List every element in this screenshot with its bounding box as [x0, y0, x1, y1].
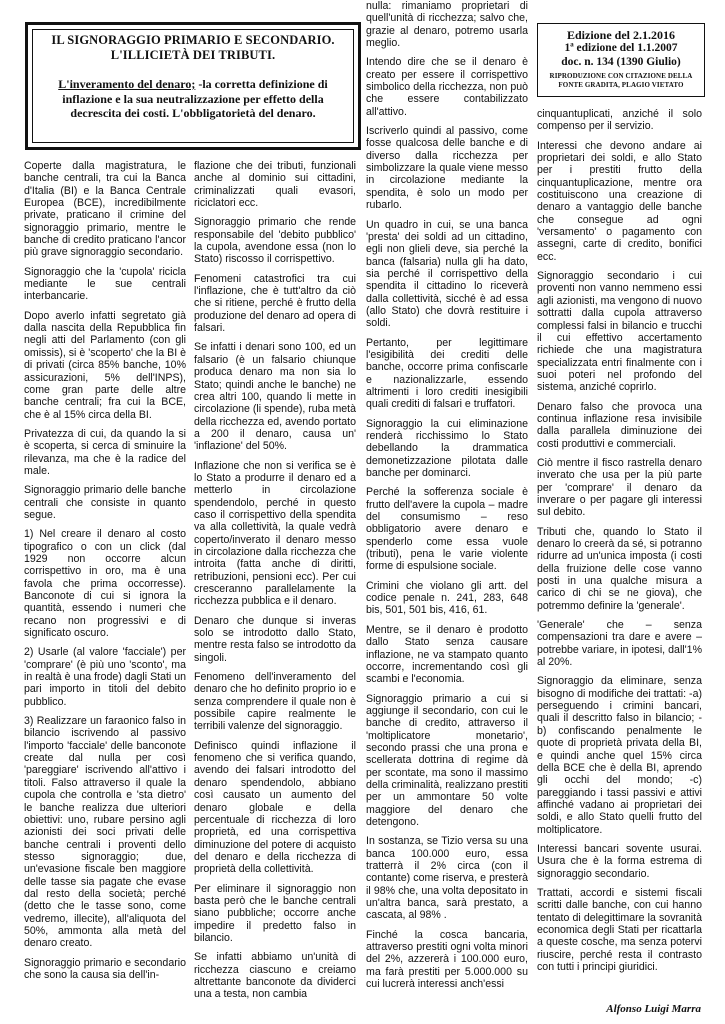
subtitle-rest: -la corretta definizione di inflazione e la sua neutralizzazione per effetto della decrescita dei costi. L'obbligatorietà del denaro.: [62, 77, 328, 120]
text-column-2: [194, 160, 356, 1008]
page-title: IL SIGNORAGGIO PRIMARIO E SECONDARIO. L'ILLICIETÀ DEI TRIBUTI.: [51, 33, 335, 62]
document-number: doc. n. 134 (1390 Giulio): [561, 55, 681, 68]
paragraph: Signoraggio da eliminare, senza bisogno di modifiche dei trattati: -a) perseguendo i crimini bancari, quali il descritto falso in bilancio; -b) confiscando penalmente le quote di proprietà privata della BI, e quindi anche quel 15% circa della BCE che è della BI, aprendo gli occhi del mondo; -c) pareggiando i tassi passivi e attivi affinché vadano ai proprietari dei soldi, e allo Stato quelli frutto del moltiplicatore.: [537, 675, 702, 836]
paragraph: Iscriverlo quindi al passivo, come fosse qualcosa delle banche e di diverso dalla ricchezza per simbolizzare la quale viene messo in circolazione mediante la spendita, è solo un modo per rubarlo.: [366, 125, 528, 212]
page-subtitle: [38, 77, 348, 121]
paragraph: Pertanto, per legittimare l'esigibilità dei crediti delle banche, occorre prima confiscarle e nazionalizzarle, essendo altrimenti i loro crediti inesigibili quali crediti di falsari e truffatori.: [366, 336, 528, 411]
paragraph: Signoraggio secondario i cui proventi non vanno nemmeno essi agli azionisti, ma vengono di nuovo sottratti dalla cupola attraverso complessi falsi in bilancio e trucchi il cui effettivo accertamento richiede che una magistratura specializzata entri finalmente con i suoi poteri nel profondo del sistema, anziché coprirlo.: [537, 270, 702, 394]
paragraph: Interessi bancari sovente usurai. Usura che è la forma estrema di signoraggio secondario.: [537, 842, 702, 880]
paragraph: Inflazione che non si verifica se è lo Stato a produrre il denaro ed a metterlo in circolazione spendendolo, perché in questo caso il corrispettivo della spendita va alla collettività, la quale vedrà coperto/inverato il denaro messo in circolazione dalla ricchezza che introita (fatta anche di diritti, retribuzioni, pensioni ecc). Per cui cresceranno parallelamente la ricchezza pubblica e il denaro.: [194, 459, 356, 608]
title-box: [25, 22, 361, 150]
paragraph: Denaro falso che provoca una continua inflazione resa invisibile dalla parallela diminuzione dei costi produttivi e commerciali.: [537, 400, 702, 450]
paragraph: Crimini che violano gli artt. del codice penale n. 241, 283, 648 bis, 501, 501 bis, 416, 61.: [366, 579, 528, 617]
paragraph: Signoraggio primario delle banche centrali che consiste in quanto segue.: [24, 484, 186, 521]
paragraph: 1) Nel creare il denaro al costo tipografico o con un click (dal 1929 non occorre alcun corrispettivo in oro, ma è una favola che prima occorresse). Banconote di cui si ignora la quantità, essendo i numeri che recano non progressivi e di significato oscuro.: [24, 528, 186, 640]
paragraph: Signoraggio che la 'cupola' ricicla mediante le sue centrali interbancarie.: [24, 265, 186, 303]
paragraph: flazione che dei tributi, funzionali anche al dominio sui cittadini, criminalizzati quali evasori, riciclatori ecc.: [194, 160, 356, 210]
paragraph: Signoraggio primario che rende responsabile del 'debito pubblico' la cupola, avendone essa (non lo Stato) riscosso il corrispettivo.: [194, 216, 356, 266]
paragraph: Denaro che dunque si inveras solo se introdotto dallo Stato, mentre resta falso se introdotto da singoli.: [194, 614, 356, 664]
paragraph: Fenomeno dell'inveramento del denaro che ho definito proprio io e senza comprendere il quale non è possibile capire realmente le terribili valenze del signoraggio.: [194, 671, 356, 733]
paragraph: In sostanza, se Tizio versa su una banca 100.000 euro, essa tratterrà il 2% circa (con il contante) come riserva, e presterà il 98% che, una volta depositato in un'altra banca, sarà prestato, a cascata, al 98% .: [366, 835, 528, 922]
paragraph: Privatezza di cui, da quando la si è scoperta, si cerca di sminuire la rilevanza, ma che è la radice del male.: [24, 427, 186, 477]
subtitle-underlined: L'inveramento del denaro;: [58, 77, 196, 91]
paragraph: Se infatti i denari sono 100, ed un falsario (è un falsario chiunque produca denaro ma non sia lo Stato; quindi anche le banche) ne crea altri 100, quando li mette in circolazione (li spende), ruba metà della ricchezza ed, avendo portato a 200 il denaro, causa un' 'inflazione' del 50%.: [194, 341, 356, 453]
paragraph: 2) Usarle (al valore 'facciale') per 'comprare' (è più uno 'sconto', ma in realtà è una frode) dagli Stati un pari importo in titoli del debito pubblico.: [24, 646, 186, 708]
paragraph: Signoraggio primario a cui si aggiunge il secondario, con cui le banche di credito, attraverso il 'moltiplicatore monetario', secondo prassi che una prona e scellerata dottrina di regime dà per scontate, ma sono il massimo della criminalità, realizzano prestiti per un ammontare 50 volte maggiore del denaro che detengono.: [366, 692, 528, 828]
paragraph: Fenomeni catastrofici tra cui l'inflazione, che è tutt'altro da ciò che si ritiene, perché è frutto della produzione del denaro ad opera di falsari.: [194, 272, 356, 335]
author-signature: Alfonso Luigi Marra: [606, 1003, 701, 1015]
text-column-3: [366, 0, 528, 997]
paragraph: cinquantuplicati, anziché il solo compenso per il servizio.: [537, 108, 702, 133]
paragraph: Mentre, se il denaro è prodotto dallo Stato senza causare inflazione, ne va stampato quanto occorre, incrementando così gli scambi e l'economia.: [366, 623, 528, 686]
edition-date: Edizione del 2.1.2016: [566, 28, 675, 42]
paragraph: Tributi che, quando lo Stato il denaro lo creerà da sé, si potranno ridurre ad un'unica imposta (i costi della fruizione delle cose vanno posti in una qualche misura a carico di chi se ne giova), che potremmo definire la 'generale'.: [537, 525, 702, 612]
reproduction-notice: RIPRODUZIONE CON CITAZIONE DELLA FONTE GRADITA, PLAGIO VIETATO: [549, 72, 693, 89]
paragraph: Intendo dire che se il denaro è creato per essere il corrispettivo simbolico della ricchezza, non può che essere contabilizzato all'attivo.: [366, 56, 528, 118]
paragraph: 3) Realizzare un faraonico falso in bilancio iscrivendo al passivo l'importo 'facciale' delle banconote create dal nulla per così 'pareggiare' iscrivendo all'attivo i titoli. Falso attraverso il quale la cupola che controlla e 'sta dietro' le banche realizza due ulteriori obiettivi: uno, rubare persino agli azionisti dei soci privati delle banche centrali i proventi dello stesso signoraggio; due, un'evasione fiscale ben maggiore delle tasse sia pagate che evase dal resto della società; perché (detto che le tasse sono, come vedremo, illecite), all'aliquota del 50%, ammonta alla metà del denaro creato.: [24, 715, 186, 950]
paragraph: Definisco quindi inflazione il fenomeno che si verifica quando, avendo dei falsari introdotto del denaro spendendolo, abbiano così causato un aumento del denaro globale e della percentuale di ricchezza di loro proprietà, ed una corrispettiva diminuzione del potere di acquisto del denaro e della ricchezza di proprietà della collettività.: [194, 739, 356, 876]
paragraph: Signoraggio primario e secondario che sono la causa sia dell'in-: [24, 956, 186, 981]
text-column-1: [24, 160, 186, 988]
paragraph: Finché la cosca bancaria, attraverso prestiti ogni volta minori del 2%, azzererà i 100.000 euro, ma farà prestiti per 5.000.000 su cui lucrerà interessi anch'essi: [366, 928, 528, 991]
first-edition-date: 1ª edizione del 1.1.2007: [564, 42, 678, 54]
paragraph: Trattati, accordi e sistemi fiscali scritti dalle banche, con cui hanno tentato di delegittimare la sovranità economica degli Stati per ricattarla a queste cosche, ma senza potervi riuscire, perché resta il contrasto con tutti i principi giuridici.: [537, 886, 702, 973]
paragraph: Per eliminare il signoraggio non basta però che le banche centrali siano pubbliche; occorre anche impedire il predetto falso in bilancio.: [194, 882, 356, 944]
paragraph: Ciò mentre il fisco rastrella denaro inverato che usa per la più parte per 'comprare' il denaro da inverare o per pagare gli interessi sul debito.: [537, 456, 702, 519]
paragraph: 'Generale' che – senza compensazioni tra dare e avere – potrebbe variare, in ipotesi, dall'1% al 20%.: [537, 619, 702, 669]
edition-box: [537, 23, 705, 97]
paragraph: Dopo averlo infatti segretato già dalla nascita della Repubblica fin negli atti del Parlamento (con gli omissis), si è 'scoperto' che la BI è di privati (circa 85% banche, 10% assicurazioni, 5% dell'INPS), come gran parte delle altre banche centrali; fra cui la BCE, che è al 15% circa della BI.: [24, 309, 186, 421]
paragraph: nulla: rimaniamo proprietari di quell'unità di ricchezza; salvo che, grazie al denaro, potremo usarla meglio.: [366, 0, 528, 50]
paragraph: Perché la sofferenza sociale è frutto dell'avere la cupola – madre del consumismo – reso obbligatorio avere denaro e spenderlo come essa vuole (tributi), pena le varie violente forme di espulsione sociale.: [366, 486, 528, 573]
paragraph: Interessi che devono andare ai proprietari dei soldi, e allo Stato per i prestiti frutto della cinquantuplicazione, mentre ora costituiscono una creazione di denaro a vantaggio delle banche che consegue ad ogni 'versamento' o pagamento con assegni, carte di credito, bonifici ecc.: [537, 139, 702, 263]
text-column-4: [537, 108, 702, 980]
paragraph: Coperte dalla magistratura, le banche centrali, tra cui la Banca d'Italia (BI) e la Banca Centrale Europea (BCE), incredibilmente private, praticano il crimine del signoraggio primario, mentre le banche di credito praticano l'ancor più grave signoraggio secondario.: [24, 160, 186, 259]
paragraph: Se infatti abbiamo un'unità di ricchezza ciascuno e creiamo altrettante banconote da dividerci una a testa, non cambia: [194, 951, 356, 1001]
paragraph: Signoraggio la cui eliminazione renderà ricchissimo lo Stato debellando la drammatica demonetizzazione pilotata dalle banche per dominarci.: [366, 417, 528, 480]
paragraph: Un quadro in cui, se una banca 'presta' dei soldi ad un cittadino, egli non glieli deve, sia perché la banca (falsaria) nulla gli ha dato, sia perché il corrispettivo della spendita il cittadino lo riceverà dalla collettività, sicché è ad essa (allo Stato) che dovrà restituire i soldi.: [366, 218, 528, 330]
